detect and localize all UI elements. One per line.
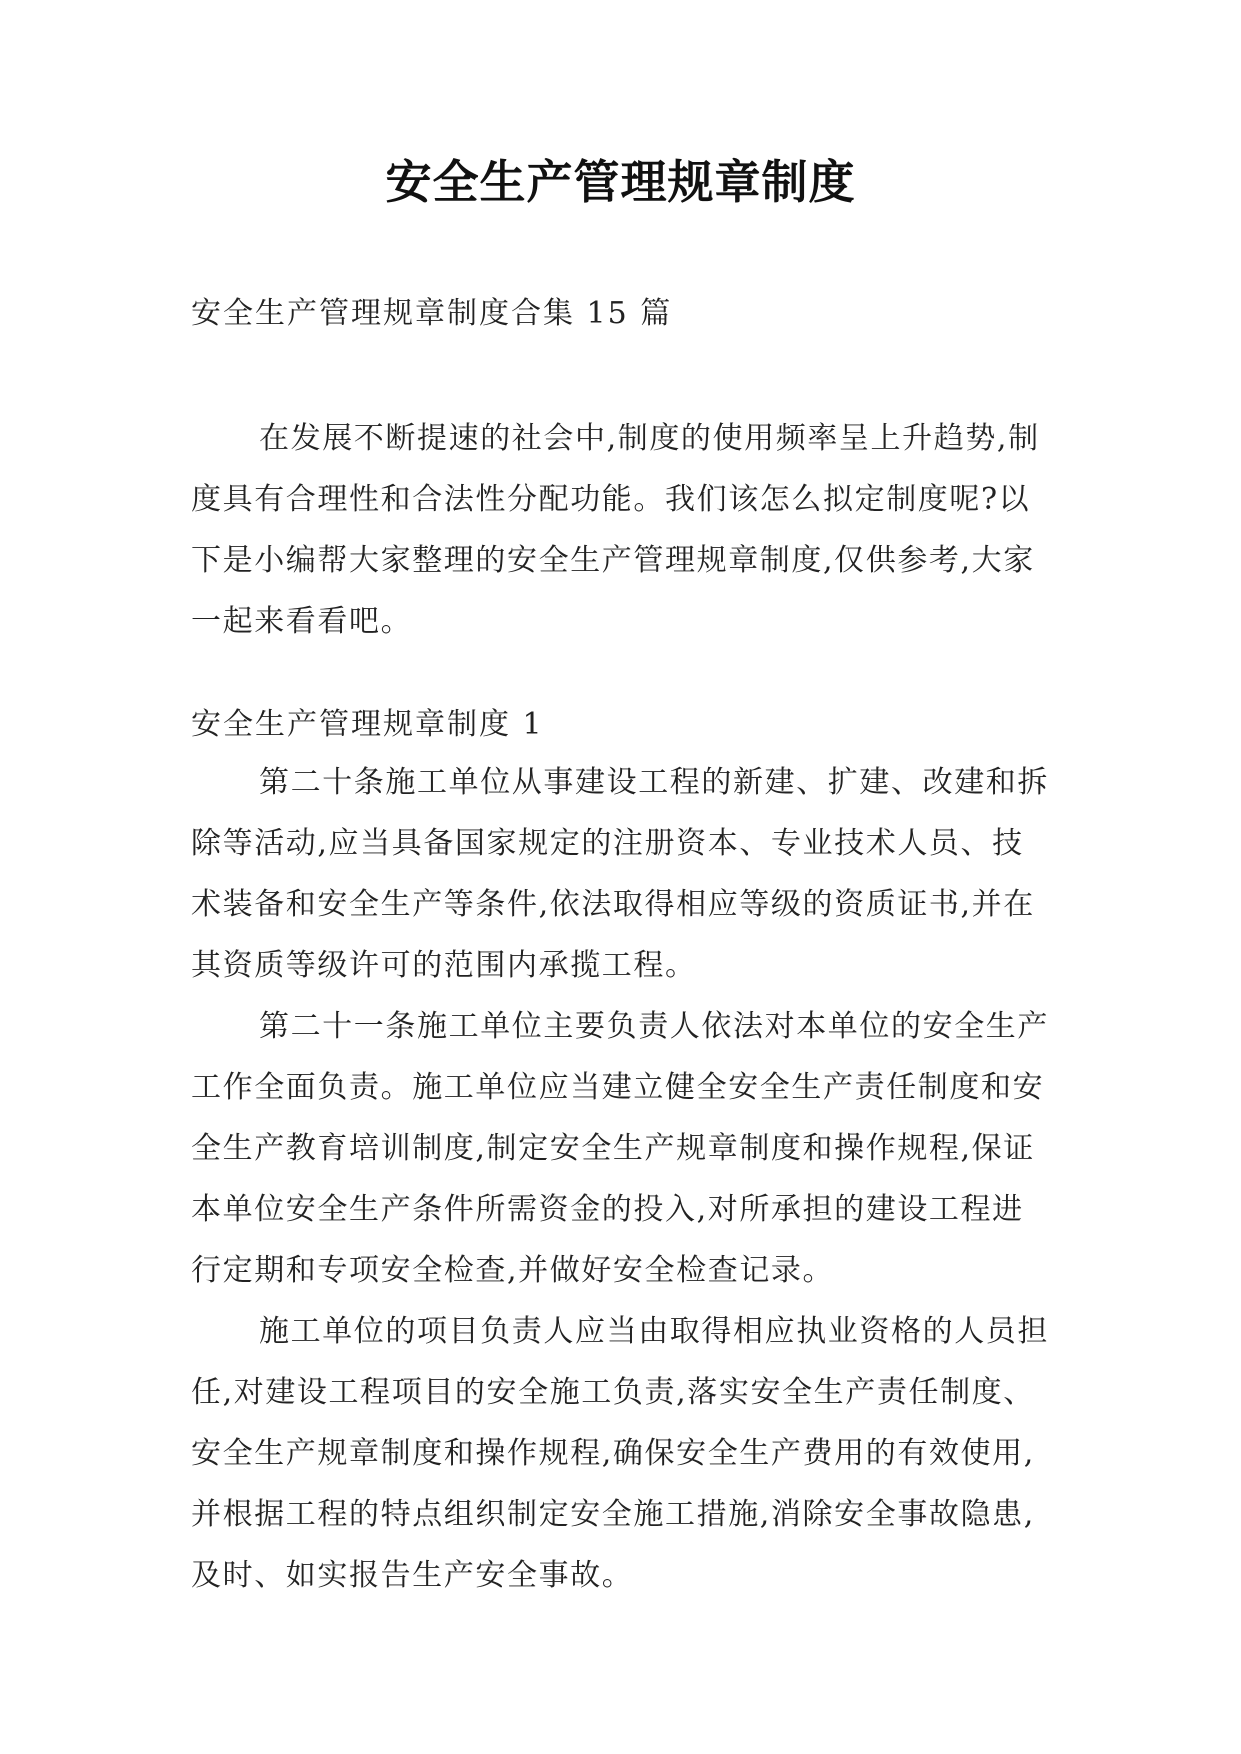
- section-heading: 安全生产管理规章制度 1: [191, 707, 544, 742]
- article-20-paragraph: 第二十条施工单位从事建设工程的新建、扩建、改建和拆除等活动,应当具备国家规定的注册资本、专业技术人员、技术装备和安全生产等条件,依法取得相应等级的资质证书,并在其资质等级许可的范围内承揽工程。: [191, 765, 1049, 983]
- document-title: 安全生产管理规章制度: [385, 155, 856, 209]
- document-subtitle: 安全生产管理规章制度合集 15 篇: [191, 296, 673, 331]
- intro-paragraph: 在发展不断提速的社会中,制度的使用频率呈上升趋势,制度具有合理性和合法性分配功能。我们该怎么拟定制度呢?以下是小编帮大家整理的安全生产管理规章制度,仅供参考,大家一起来看看吧。: [191, 421, 1040, 639]
- project-lead-paragraph: 施工单位的项目负责人应当由取得相应执业资格的人员担任,对建设工程项目的安全施工负责,落实安全生产责任制度、安全生产规章制度和操作规程,确保安全生产费用的有效使用,并根据工程的特点组织制定安全施工措施,消除安全事故隐患,及时、如实报告生产安全事故。: [191, 1314, 1049, 1593]
- section-body: [191, 752, 1051, 1606]
- article-21-paragraph: 第二十一条施工单位主要负责人依法对本单位的安全生产工作全面负责。施工单位应当建立健全安全生产责任制度和安全生产教育培训制度,制定安全生产规章制度和操作规程,保证本单位安全生产条件所需资金的投入,对所承担的建设工程进行定期和专项安全检查,并做好安全检查记录。: [191, 1009, 1049, 1288]
